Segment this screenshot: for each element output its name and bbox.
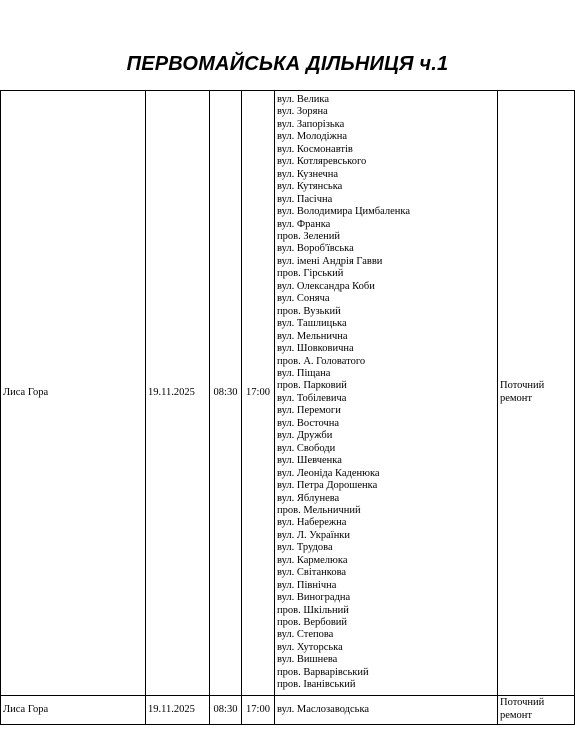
- end-time-cell: 17:00: [242, 91, 275, 696]
- street-name: вул. Дружби: [277, 430, 333, 442]
- street-name: вул. Трудова: [277, 542, 333, 554]
- street-name: вул. Мельнична: [277, 330, 348, 342]
- street-name: пров. Мельничний: [277, 504, 361, 516]
- street-name: вул. Маслозаводська: [277, 703, 370, 715]
- street-name: вул. Світанкова: [277, 567, 347, 579]
- street-name: вул. Піщана: [277, 367, 331, 379]
- street-name: пров. Парковий: [277, 380, 347, 392]
- street-name: вул. Кузнечна: [277, 168, 339, 180]
- street-name: вул. Північна: [277, 579, 337, 591]
- street-name: вул. Зоряна: [277, 106, 328, 118]
- work-type-line: ремонт: [500, 709, 533, 721]
- street-name: вул. Восточна: [277, 417, 340, 429]
- street-name: вул. Велика: [277, 94, 330, 105]
- street-name: вул. Кутянська: [277, 181, 343, 193]
- street-name: вул. Перемоги: [277, 405, 341, 417]
- outage-table-body: [1, 91, 575, 725]
- street-name: вул. Степова: [277, 629, 334, 641]
- street-name: вул. Свободи: [277, 442, 336, 454]
- street-name: вул. Космонавтів: [277, 143, 353, 155]
- street-name: вул. Вишнева: [277, 654, 338, 666]
- street-name: вул. Л. Українки: [277, 529, 351, 541]
- work-type-cell: [498, 695, 575, 724]
- street-name: пров. Вузький: [277, 305, 341, 317]
- work-type-cell: [498, 91, 575, 696]
- start-time-cell: 08:30: [210, 695, 242, 724]
- street-name: вул. Пасічна: [277, 193, 333, 205]
- street-name: вул. Котляревського: [277, 156, 367, 168]
- street-name: вул. Леоніда Каденюка: [277, 467, 380, 479]
- work-type-line: Поточний: [500, 697, 545, 709]
- street-name: вул. Виноградна: [277, 592, 351, 604]
- work-type-line: Поточний: [500, 380, 545, 392]
- street-name: пров. Зелений: [277, 230, 341, 242]
- date-cell: 19.11.2025: [146, 91, 210, 696]
- street-name: пров. Шкільний: [277, 604, 349, 616]
- work-type-line: ремонт: [500, 392, 533, 404]
- street-name: вул. Соняча: [277, 293, 330, 305]
- street-name: вул. Володимира Цимбаленка: [277, 206, 411, 218]
- streets-cell: [275, 695, 498, 724]
- street-name: вул. Шовковична: [277, 343, 354, 355]
- street-name: вул. Хуторська: [277, 641, 343, 653]
- street-name: вул. Олександра Коби: [277, 280, 375, 292]
- streets-cell: [275, 91, 498, 696]
- location-cell: Лиса Гора: [1, 91, 146, 696]
- street-name: вул. Франка: [277, 218, 331, 230]
- street-name: пров. Варварівський: [277, 666, 369, 678]
- street-name: вул. Ташлицька: [277, 318, 347, 330]
- street-name: пров. Гірський: [277, 268, 344, 280]
- street-name: вул. Шевченка: [277, 455, 342, 467]
- table-row: [1, 695, 575, 724]
- street-name: вул. Молодіжна: [277, 131, 348, 143]
- street-name: пров. Іванівський: [277, 679, 356, 691]
- location-cell: Лиса Гора: [1, 695, 146, 724]
- street-name: вул. імені Андрія Гавви: [277, 255, 383, 267]
- start-time-cell: 08:30: [210, 91, 242, 696]
- page-title: ПЕРВОМАЙСЬКА ДІЛЬНИЦЯ ч.1: [126, 53, 449, 75]
- street-name: пров. А. Головатого: [277, 355, 366, 367]
- street-name: вул. Петра Дорошенка: [277, 480, 378, 492]
- street-name: вул. Набережна: [277, 517, 347, 529]
- end-time-cell: 17:00: [242, 695, 275, 724]
- street-name: вул. Запорізька: [277, 118, 345, 130]
- outage-table: [0, 90, 575, 725]
- street-name: пров. Вербовий: [277, 617, 348, 629]
- street-name: вул. Вороб'ївська: [277, 243, 354, 255]
- street-name: вул. Кармелюка: [277, 554, 348, 566]
- table-row: [1, 91, 575, 696]
- street-name: вул. Яблунева: [277, 492, 340, 504]
- street-name: вул. Тобілевича: [277, 392, 347, 404]
- date-cell: 19.11.2025: [146, 695, 210, 724]
